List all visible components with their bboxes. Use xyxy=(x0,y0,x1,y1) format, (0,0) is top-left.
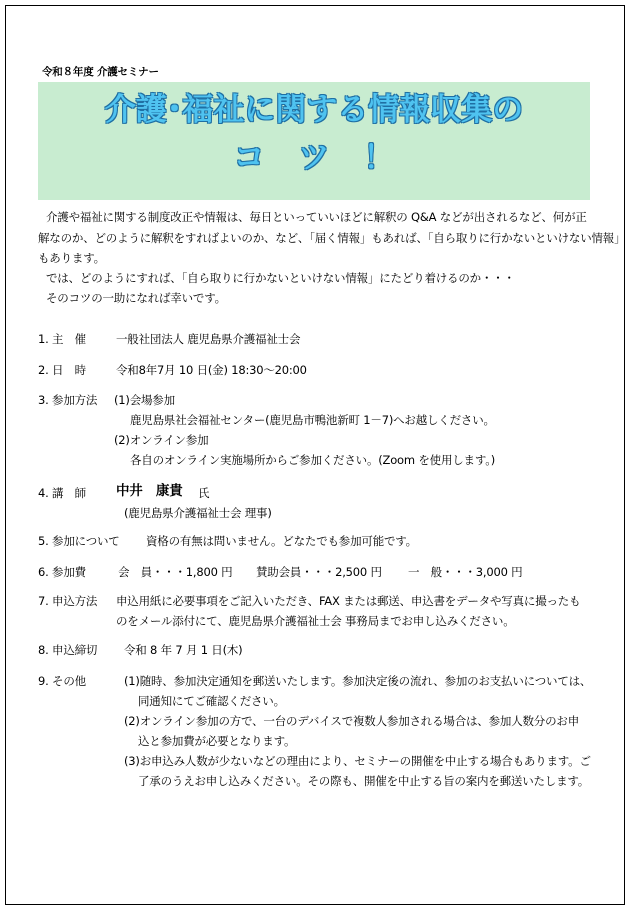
date-label: 2. 日 時 xyxy=(38,363,86,377)
deadline-label: 8. 申込締切 xyxy=(38,643,98,657)
intro-line-2: 解なのか、どのように解釈をすればよいのか、など、「届く情報」もあれば、「自ら取りに行かないといけない情報」 xyxy=(38,231,626,245)
apply-label: 7. 申込方法 xyxy=(38,594,98,608)
date-value: 令和8年7月 10 日(金) 18:30～20:00 xyxy=(116,363,307,377)
lecturer-suffix: 氏 xyxy=(198,486,210,500)
seminar-subtitle: 令和８年度 介護セミナー xyxy=(42,66,159,78)
title-line-2: コツ！ xyxy=(233,140,429,176)
other-1-line-2: 同通知にてご確認ください。 xyxy=(138,694,285,708)
lecturer-label: 4. 講 師 xyxy=(38,486,86,500)
method-online-detail: 各自のオンライン実施場所からご参加ください。(Zoom を使用します。) xyxy=(130,453,496,467)
method-online: (2)オンライン参加 xyxy=(114,433,209,447)
intro-line-4: では、どのようにすれば、「自ら取りに行かないといけない情報」にたどり着けるのか・・・ xyxy=(46,271,515,285)
lecturer-name: 中井 康貴 xyxy=(116,483,183,499)
other-2-line-2: 込と参加費が必要となります。 xyxy=(138,734,296,748)
intro-line-5: そのコツの一助になれば幸いです。 xyxy=(46,291,226,305)
method-venue: (1)会場参加 xyxy=(114,393,175,407)
host-value: 一般社団法人 鹿児島県介護福祉士会 xyxy=(116,332,301,346)
host-label: 1. 主 催 xyxy=(38,332,86,346)
fee-support: 賛助会員・・・2,500 円 xyxy=(256,565,382,579)
other-1-line-1: (1)随時、参加決定通知を郵送いたします。参加決定後の流れ、参加のお支払いについては、 xyxy=(124,674,592,688)
other-3-line-1: (3)お申込み人数が少ないなどの理由により、セミナーの開催を中止する場合もあります。ご xyxy=(124,754,591,768)
participation-label: 5. 参加について xyxy=(38,534,120,548)
intro-line-3: もあります。 xyxy=(38,251,105,265)
fee-general: 一 般・・・3,000 円 xyxy=(408,565,523,579)
method-venue-detail: 鹿児島県社会福祉センター(鹿児島市鴨池新町 1－7)へお越しください。 xyxy=(130,413,495,427)
fee-label: 6. 参加費 xyxy=(38,565,86,579)
other-label: 9. その他 xyxy=(38,674,86,688)
lecturer-affiliation: (鹿児島県介護福祉士会 理事) xyxy=(124,506,272,520)
method-label: 3. 参加方法 xyxy=(38,393,98,407)
apply-line-2: のをメール添付にて、鹿児島県介護福祉士会 事務局までお申し込みください。 xyxy=(116,614,515,628)
title-line-1: 介護･福祉に関する情報収集の xyxy=(104,92,524,128)
title-banner xyxy=(38,82,590,200)
participation-value: 資格の有無は問いません。どなたでも参加可能です。 xyxy=(146,534,417,548)
other-3-line-2: 了承のうえお申し込みください。その際も、開催を中止する旨の案内を郵送いたします。 xyxy=(138,774,590,788)
fee-member: 会 員・・・1,800 円 xyxy=(118,565,233,579)
intro-line-1: 介護や福祉に関する制度改正や情報は、毎日といっていいほどに解釈の Q&A などが出されるなど、何が正 xyxy=(46,210,587,224)
deadline-value: 令和 8 年 7 月 1 日(木) xyxy=(124,643,243,657)
apply-line-1: 申込用紙に必要事項をご記入いただき、FAX または郵送、申込書をデータや写真に撮ったも xyxy=(116,594,581,608)
other-2-line-1: (2)オンライン参加の方で、一台のデバイスで複数人参加される場合は、参加人数分のお申 xyxy=(124,714,580,728)
